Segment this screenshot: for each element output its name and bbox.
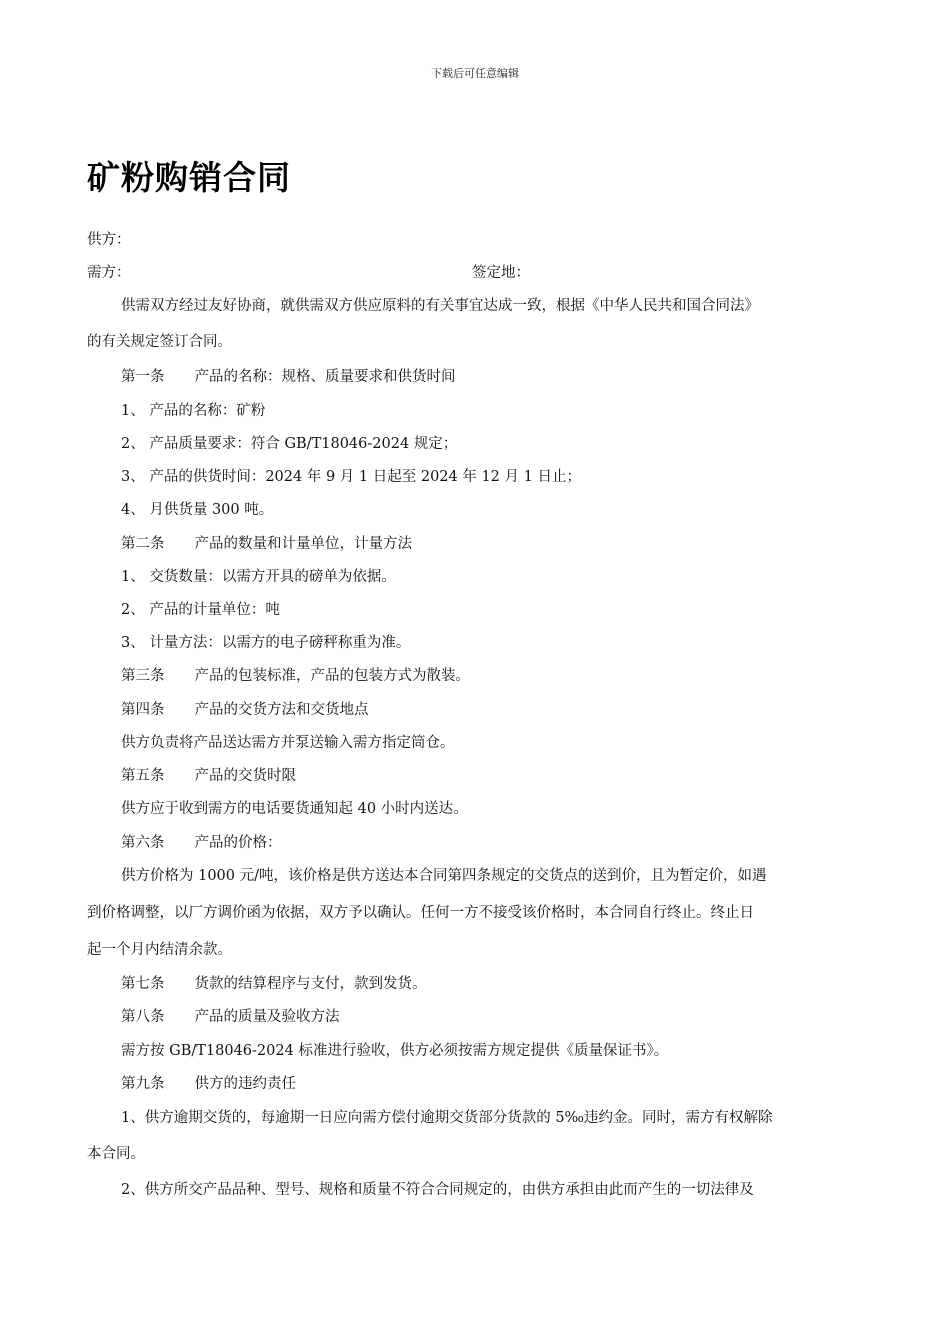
article-3-number: 第三条 [121,668,165,684]
article-6-text-line-3: 起一个月内结清余款。 [87,942,232,958]
article-2-number: 第二条 [121,536,165,552]
article-9-heading [121,1072,296,1093]
article-8-number: 第八条 [121,1009,165,1025]
article-8-text: 需方按 GB/T18046-2024 标准进行验收，供方必须按需方规定提供《质量保证书》。 [121,1043,669,1059]
article-9-text-line-2: 本合同。 [87,1146,145,1162]
article-4-text: 供方负责将产品送达需方并泵送输入需方指定筒仓。 [121,735,455,751]
article-9-number: 第九条 [121,1076,165,1092]
sign-place-label: 签定地： [472,265,530,281]
header-note: 下载后可任意编辑 [431,67,519,80]
article-2-item-1: 1、 交货数量：以需方开具的磅单为依据。 [121,569,396,585]
article-9-title: 供方的违约责任 [194,1076,296,1092]
intro-line-2: 的有关规定签订合同。 [87,334,232,350]
article-3-title: 产品的包装标准，产品的包装方式为散装。 [194,668,470,684]
article-9-text-line-3: 2、供方所交产品品种、型号、规格和质量不符合合同规定的，由供方承担由此而产生的一切法律及 [121,1182,754,1198]
article-4-title: 产品的交货方法和交货地点 [194,702,369,718]
article-1-number: 第一条 [121,369,165,385]
document-title: 矿粉购销合同 [87,158,291,197]
article-5-text: 供方应于收到需方的电话要货通知起 40 小时内送达。 [121,801,468,817]
article-5-number: 第五条 [121,768,165,784]
article-1-heading [121,365,456,386]
article-5-heading [121,764,296,785]
article-8-heading [121,1005,340,1026]
article-6-text-line-2: 到价格调整，以厂方调价函为依据，双方予以确认。任何一方不接受该价格时，本合同自行终止。终止日 [87,905,754,921]
article-4-number: 第四条 [121,702,165,718]
article-6-title: 产品的价格： [194,835,282,851]
intro-line-1: 供需双方经过友好协商，就供需双方供应原料的有关事宜达成一致，根据《中华人民共和国合同法》 [121,298,759,314]
article-1-item-2: 2、 产品质量要求：符合 GB/T18046-2024 规定； [121,436,458,452]
article-2-heading [121,532,412,553]
article-5-title: 产品的交货时限 [194,768,296,784]
article-6-text-line-1: 供方价格为 1000 元/吨，该价格是供方送达本合同第四条规定的交货点的送到价，且为暂定价，如遇 [121,868,767,884]
article-7-title: 货款的结算程序与支付，款到发货。 [194,976,427,992]
supplier-label: 供方： [87,232,131,248]
article-7-heading [121,972,427,993]
article-2-title: 产品的数量和计量单位，计量方法 [194,536,412,552]
article-1-item-3: 3、 产品的供货时间：2024 年 9 月 1 日起至 2024 年 12 月 1 日止； [121,469,581,485]
article-9-text-line-1: 1、供方逾期交货的，每逾期一日应向需方偿付逾期交货部分货款的 5‰违约金。同时，需方有权解除 [121,1110,773,1126]
article-7-number: 第七条 [121,976,165,992]
article-1-title: 产品的名称：规格、质量要求和供货时间 [194,369,456,385]
article-1-item-4: 4、 月供货量 300 吨。 [121,502,274,518]
buyer-label: 需方： [87,265,131,281]
article-2-item-2: 2、 产品的计量单位：吨 [121,602,280,618]
article-6-number: 第六条 [121,835,165,851]
article-6-heading [121,831,282,852]
article-4-heading [121,698,369,719]
article-8-title: 产品的质量及验收方法 [194,1009,340,1025]
article-1-item-1: 1、 产品的名称：矿粉 [121,403,266,419]
article-3-heading [121,664,470,685]
article-2-item-3: 3、 计量方法：以需方的电子磅秤称重为准。 [121,635,411,651]
